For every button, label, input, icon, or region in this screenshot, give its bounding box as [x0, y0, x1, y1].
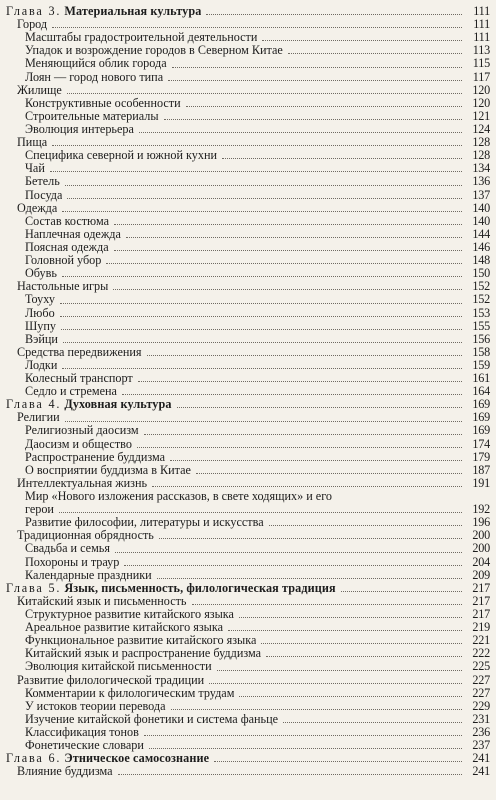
- toc-chapter-row: [6, 752, 490, 765]
- dot-leader: [341, 591, 462, 592]
- toc-entry-row: [6, 123, 490, 136]
- dot-leader: [239, 696, 462, 697]
- page-number: 124: [472, 121, 490, 136]
- toc-entry-row: [6, 175, 490, 188]
- toc-entry-row: [6, 516, 490, 529]
- toc-entry-row: [6, 293, 490, 306]
- table-of-contents: [6, 5, 490, 778]
- toc-entry-label: Наплечная одежда: [25, 227, 121, 241]
- toc-entry-label: Поясная одежда: [25, 240, 109, 254]
- page-number: 229: [472, 698, 490, 713]
- page-number: 111: [473, 3, 490, 18]
- dot-leader: [164, 119, 462, 120]
- page-number: 148: [472, 253, 490, 268]
- toc-entry-label: Лоян — город нового типа: [25, 70, 164, 84]
- page-number: 146: [472, 239, 490, 254]
- toc-entry-row: [6, 241, 490, 254]
- page-number: 241: [472, 751, 490, 766]
- dot-leader: [239, 617, 462, 618]
- page-number: 231: [472, 711, 490, 726]
- chapter-title: Материальная культура: [64, 4, 202, 18]
- toc-entry-label: Традиционная обрядность: [17, 529, 154, 543]
- dot-leader: [61, 329, 462, 330]
- dot-leader: [118, 774, 462, 775]
- toc-entry-row: [6, 189, 490, 202]
- toc-entry-label: Тоуху: [25, 293, 55, 307]
- page-number: 222: [472, 646, 490, 661]
- toc-entry-label: Лодки: [25, 358, 58, 372]
- toc-entry-row: [6, 31, 490, 44]
- dot-leader: [222, 158, 462, 159]
- toc-entry-label: Строительные материалы: [25, 109, 159, 123]
- toc-entry-row: [6, 713, 490, 726]
- toc-entry-row: [6, 359, 490, 372]
- page-number: 237: [472, 738, 490, 753]
- dot-leader: [67, 93, 462, 94]
- toc-entry-label: Структурное развитие китайского языка: [25, 608, 234, 622]
- toc-entry-row: [6, 320, 490, 333]
- dot-leader: [52, 145, 462, 146]
- page-number: 192: [472, 502, 490, 517]
- dot-leader: [214, 761, 462, 762]
- page-number: 128: [472, 135, 490, 150]
- chapter-title: Этническое самосознание: [64, 752, 210, 766]
- toc-entry-row: [6, 700, 490, 713]
- toc-entry-row: [6, 608, 490, 621]
- dot-leader: [106, 263, 462, 264]
- toc-entry-label: Развитие философии, литературы и искусства: [25, 516, 264, 530]
- page-number: 236: [472, 725, 490, 739]
- toc-entry-row: [6, 307, 490, 320]
- toc-chapter-row: [6, 398, 490, 411]
- toc-entry-row: [6, 464, 490, 477]
- page-number: 164: [472, 384, 490, 399]
- toc-entry-row: [6, 451, 490, 464]
- toc-entry-label: Распространение буддизма: [25, 450, 166, 464]
- dot-leader: [157, 578, 462, 579]
- toc-entry-row: [6, 57, 490, 70]
- page-number: 225: [472, 659, 490, 674]
- toc-entry-row: [6, 542, 490, 555]
- page-number: 217: [472, 580, 490, 595]
- toc-entry-label: Специфика северной и южной кухни: [25, 149, 218, 163]
- page-number: 196: [472, 515, 490, 530]
- page-number: 161: [472, 371, 490, 386]
- dot-leader: [59, 512, 462, 513]
- dot-leader: [63, 342, 462, 343]
- toc-entry-label: Упадок и возрождение городов в Северном Китае: [25, 44, 283, 58]
- toc-entry-label: У истоков теории перевода: [25, 699, 166, 713]
- toc-entry-row: [6, 674, 490, 687]
- toc-entry-label: Обувь: [25, 267, 57, 281]
- toc-entry-label: Одежда: [17, 201, 58, 215]
- toc-entry-row: [6, 44, 490, 57]
- page-number: 191: [472, 475, 490, 490]
- dot-leader: [288, 53, 462, 54]
- chapter-number: Глава 3.: [6, 4, 62, 18]
- toc-entry-label: Развитие филологической традиции: [17, 673, 205, 687]
- chapter-heading: [6, 752, 209, 765]
- toc-entry-row: [6, 438, 490, 451]
- dot-leader: [172, 67, 462, 68]
- dot-leader: [114, 250, 462, 251]
- dot-leader: [209, 683, 462, 684]
- toc-entry-label: Средства передвижения: [17, 345, 142, 359]
- page-number: 159: [472, 357, 490, 372]
- dot-leader: [65, 421, 462, 422]
- toc-entry-label: Эволюция интерьера: [25, 122, 134, 136]
- chapter-title: Духовная культура: [64, 398, 172, 412]
- dot-leader: [126, 237, 462, 238]
- dot-leader: [171, 709, 462, 710]
- dot-leader: [149, 748, 462, 749]
- toc-entry-row: [6, 149, 490, 162]
- dot-leader: [137, 447, 462, 448]
- toc-entry-label: Календарные праздники: [25, 568, 152, 582]
- toc-entry-row: [6, 71, 490, 84]
- toc-entry-row: [6, 477, 490, 490]
- toc-entry-row: [6, 411, 490, 424]
- page-number: 221: [472, 633, 490, 648]
- toc-entry-label: Ареальное развитие китайского языка: [25, 621, 223, 635]
- page-number: 134: [472, 161, 490, 176]
- dot-leader: [60, 303, 462, 304]
- toc-entry-row: [6, 647, 490, 660]
- toc-entry-row: [6, 84, 490, 97]
- toc-entry-label: Пища: [17, 136, 48, 150]
- toc-entry-label: Меняющийся облик города: [25, 57, 167, 71]
- page-number: 152: [472, 279, 490, 294]
- dot-leader: [65, 185, 462, 186]
- toc-entry-row: [6, 490, 490, 503]
- toc-entry-row: [6, 215, 490, 228]
- page-number: 217: [472, 607, 490, 622]
- toc-entry-row: [6, 136, 490, 149]
- toc-entry-row: [6, 425, 490, 438]
- toc-entry-label: Комментарии к филологическим трудам: [25, 686, 235, 700]
- toc-entry-label: О восприятии буддизма в Китае: [25, 463, 191, 477]
- dot-leader: [62, 276, 462, 277]
- toc-entry-row: [6, 739, 490, 752]
- dot-leader: [196, 473, 462, 474]
- dot-leader: [159, 538, 462, 539]
- page-number: 204: [472, 554, 490, 569]
- dot-leader: [283, 722, 462, 723]
- toc-entry-label: Любо: [25, 306, 55, 320]
- toc-entry-row: [6, 18, 490, 31]
- dot-leader: [115, 552, 462, 553]
- toc-chapter-row: [6, 582, 490, 595]
- toc-entry-label: Эволюция китайской письменности: [25, 660, 212, 674]
- toc-entry-row: [6, 529, 490, 542]
- page-number: 140: [472, 213, 490, 228]
- dot-leader: [113, 289, 462, 290]
- toc-entry-label: Настольные игры: [17, 280, 109, 294]
- page-number: 174: [472, 436, 490, 451]
- dot-leader: [170, 460, 462, 461]
- page-number: 169: [472, 397, 490, 412]
- dot-leader: [168, 80, 462, 81]
- dot-leader: [186, 106, 462, 107]
- page-number: 209: [472, 567, 490, 582]
- dot-leader: [228, 630, 462, 631]
- dot-leader: [269, 525, 462, 526]
- dot-leader: [266, 656, 462, 657]
- dot-leader: [50, 171, 462, 172]
- toc-entry-row: [6, 634, 490, 647]
- dot-leader: [52, 27, 462, 28]
- dot-leader: [206, 14, 462, 15]
- chapter-number: Глава 6.: [6, 752, 62, 766]
- dot-leader: [217, 670, 462, 671]
- dot-leader: [114, 224, 462, 225]
- page-number: 111: [473, 17, 490, 32]
- toc-entry-label: Бетель: [25, 175, 60, 189]
- chapter-heading: [6, 582, 336, 595]
- toc-entry-row: [6, 110, 490, 123]
- page-number: 113: [472, 43, 490, 58]
- dot-leader: [192, 604, 463, 605]
- page-number: 169: [472, 410, 490, 425]
- dot-leader: [144, 735, 462, 736]
- page-number: 227: [472, 685, 490, 700]
- dot-leader: [62, 368, 462, 369]
- chapter-title: Язык, письменность, филологическая традиция: [64, 581, 336, 595]
- toc-entry-label: Классификация тонов: [25, 726, 139, 739]
- toc-entry-label: Вэйци: [25, 332, 58, 346]
- dot-leader: [261, 643, 462, 644]
- page-number: 241: [472, 764, 490, 779]
- page-number: 200: [472, 528, 490, 543]
- page-number: 117: [472, 69, 490, 84]
- toc-entry-row: [6, 97, 490, 110]
- page-number: 128: [472, 148, 490, 163]
- page-number: 144: [472, 226, 490, 241]
- toc-entry-label: Конструктивные особенности: [25, 96, 181, 110]
- page-number: 227: [472, 672, 490, 687]
- toc-entry-label: Китайский язык и письменность: [17, 594, 187, 608]
- page-number: 120: [472, 82, 490, 97]
- page-number: 219: [472, 620, 490, 635]
- toc-entry-row: [6, 280, 490, 293]
- page-number: 187: [472, 462, 490, 477]
- toc-entry-label: Фонетические словари: [25, 739, 144, 753]
- toc-entry-row: [6, 385, 490, 398]
- page-number: 200: [472, 541, 490, 556]
- toc-entry-label: Интеллектуальная жизнь: [17, 476, 148, 490]
- toc-entry-row: [6, 346, 490, 359]
- page-number: 150: [472, 266, 490, 281]
- toc-entry-label: Седло и стремена: [25, 385, 117, 399]
- dot-leader: [122, 394, 462, 395]
- dot-leader: [60, 316, 462, 317]
- toc-entry-label: Влияние буддизма: [17, 765, 113, 779]
- chapter-number: Глава 5.: [6, 581, 62, 595]
- toc-entry-label: Шупу: [25, 319, 57, 333]
- page-number: 136: [472, 174, 490, 189]
- dot-leader: [67, 198, 462, 199]
- toc-entry-label: Головной убор: [25, 254, 102, 268]
- toc-entry-row: [6, 595, 490, 608]
- dot-leader: [144, 434, 462, 435]
- toc-entry-row: [6, 254, 490, 267]
- chapter-heading: [6, 398, 172, 411]
- page-number: 217: [472, 593, 490, 608]
- page-number: 115: [472, 56, 490, 71]
- toc-entry-row: [6, 765, 490, 778]
- page-number: 121: [472, 108, 490, 123]
- toc-entry-row: [6, 162, 490, 175]
- page-number: 158: [472, 344, 490, 359]
- toc-entry-label: Жилище: [17, 83, 62, 97]
- toc-entry-label: Религии: [17, 411, 60, 425]
- toc-entry-label: Колесный транспорт: [25, 372, 133, 386]
- toc-entry-row: [6, 660, 490, 673]
- dot-leader: [124, 565, 462, 566]
- toc-entry-row: [6, 687, 490, 700]
- page-number: 120: [472, 95, 490, 110]
- toc-entry-row: [6, 202, 490, 215]
- toc-entry-label: Город: [17, 18, 48, 32]
- page-number: 155: [472, 318, 490, 333]
- dot-leader: [177, 407, 462, 408]
- page-number: 140: [472, 200, 490, 215]
- dot-leader: [262, 40, 462, 41]
- dot-leader: [147, 355, 462, 356]
- toc-entry-label: Свадьба и семья: [25, 542, 110, 556]
- toc-entry-row: [6, 228, 490, 241]
- toc-entry-row: [6, 621, 490, 634]
- toc-entry-label: Изучение китайской фонетики и система фаньце: [25, 712, 279, 726]
- dot-leader: [62, 211, 462, 212]
- page-number: 169: [472, 423, 490, 438]
- toc-entry-label: Похороны и траур: [25, 555, 120, 569]
- toc-entry-label: Чай: [25, 162, 45, 176]
- toc-entry-label: Китайский язык и распространение буддизма: [25, 647, 262, 661]
- toc-entry-row: [6, 333, 490, 346]
- page-number: 152: [472, 292, 490, 307]
- toc-entry-label: Религиозный даосизм: [25, 424, 139, 438]
- toc-entry-label: Даосизм и общество: [25, 437, 132, 451]
- toc-entry-label: Функциональное развитие китайского языка: [25, 634, 257, 648]
- chapter-number: Глава 4.: [6, 398, 62, 412]
- toc-entry-label: Мир «Нового изложения рассказов, в свете ходящих» и его: [25, 490, 332, 504]
- toc-entry-row: [6, 503, 490, 516]
- page-number: 179: [472, 449, 490, 464]
- toc-entry-row: [6, 569, 490, 582]
- page-number: 137: [472, 187, 490, 202]
- page-number: 153: [472, 305, 490, 320]
- toc-entry-label: Масштабы градостроительной деятельности: [25, 31, 258, 45]
- toc-entry-row: [6, 267, 490, 280]
- page-number: 156: [472, 331, 490, 346]
- toc-chapter-row: [6, 5, 490, 18]
- chapter-heading: [6, 5, 201, 18]
- toc-entry-label: Состав костюма: [25, 214, 110, 228]
- toc-entry-label: Посуда: [25, 188, 63, 202]
- toc-entry-row: [6, 372, 490, 385]
- dot-leader: [138, 381, 462, 382]
- dot-leader: [152, 486, 462, 487]
- toc-entry-row: [6, 556, 490, 569]
- toc-entry-label: герои: [25, 503, 54, 517]
- page-number: 111: [473, 30, 490, 45]
- toc-entry-row: [6, 726, 490, 739]
- dot-leader: [139, 132, 462, 133]
